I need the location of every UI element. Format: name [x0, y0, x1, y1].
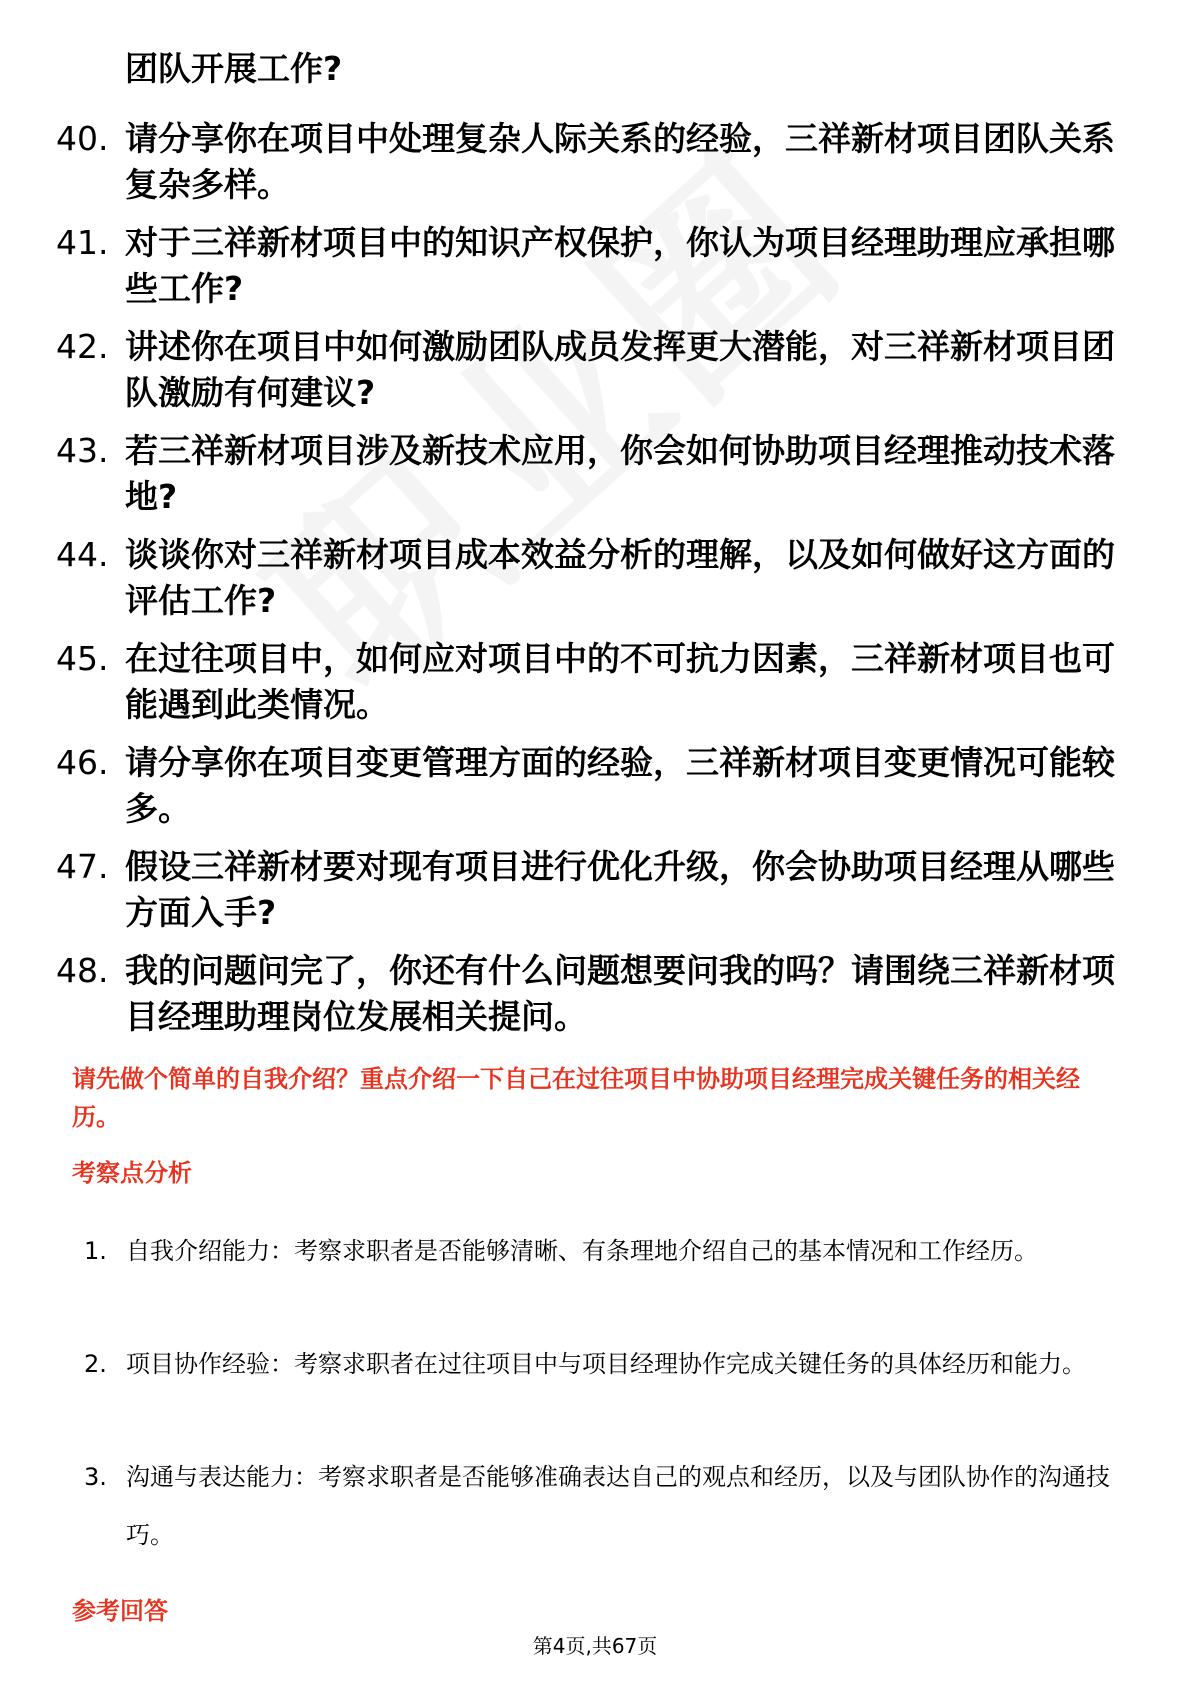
- analysis-number: 1.: [84, 1237, 107, 1265]
- question-number: 45.: [56, 639, 109, 678]
- question-number: 41.: [56, 223, 109, 262]
- question-item: [56, 428, 1116, 532]
- question-list: [56, 116, 1116, 1052]
- question-item: [56, 636, 1116, 740]
- analysis-number: 3.: [84, 1463, 107, 1491]
- analysis-heading: 考察点分析: [72, 1159, 192, 1187]
- question-continuation: 团队开展工作?: [125, 49, 343, 88]
- analysis-item: [84, 1335, 1120, 1448]
- question-text: 在过往项目中，如何应对项目中的不可抗力因素，三祥新材项目也可能遇到此类情况。: [125, 639, 1115, 724]
- question-number: 42.: [56, 327, 109, 366]
- question-text: 假设三祥新材要对现有项目进行优化升级，你会协助项目经理从哪些方面入手?: [125, 847, 1115, 932]
- reference-heading: 参考回答: [72, 1597, 168, 1625]
- analysis-item: [84, 1448, 1120, 1561]
- analysis-item: [84, 1222, 1120, 1335]
- question-number: 44.: [56, 535, 109, 574]
- question-number: 48.: [56, 951, 109, 990]
- question-item: [56, 844, 1116, 948]
- question-number: 46.: [56, 743, 109, 782]
- question-number: 43.: [56, 431, 109, 470]
- question-number: 47.: [56, 847, 109, 886]
- question-number: 40.: [56, 119, 109, 158]
- question-item: [56, 220, 1116, 324]
- question-text: 若三祥新材项目涉及新技术应用，你会如何协助项目经理推动技术落地?: [125, 431, 1115, 516]
- question-text: 讲述你在项目中如何激励团队成员发挥更大潜能，对三祥新材项目团队激励有何建议?: [125, 327, 1115, 412]
- question-item: [56, 324, 1116, 428]
- analysis-text: 沟通与表达能力：考察求职者是否能够准确表达自己的观点和经历，以及与团队协作的沟通技巧。: [126, 1463, 1110, 1549]
- analysis-number: 2.: [84, 1350, 107, 1378]
- question-text: 请分享你在项目中处理复杂人际关系的经验，三祥新材项目团队关系复杂多样。: [125, 119, 1115, 204]
- question-item: [56, 116, 1116, 220]
- analysis-text: 自我介绍能力：考察求职者是否能够清晰、有条理地介绍自己的基本情况和工作经历。: [126, 1237, 1038, 1265]
- analysis-list: [84, 1222, 1120, 1561]
- question-text: 谈谈你对三祥新材项目成本效益分析的理解，以及如何做好这方面的评估工作?: [125, 535, 1115, 620]
- section-title: 请先做个简单的自我介绍？重点介绍一下自己在过往项目中协助项目经理完成关键任务的相关经历。: [72, 1065, 1080, 1131]
- question-text: 请分享你在项目变更管理方面的经验，三祥新材项目变更情况可能较多。: [125, 743, 1115, 828]
- question-item: [56, 532, 1116, 636]
- question-item: [56, 740, 1116, 844]
- question-text: 对于三祥新材项目中的知识产权保护，你认为项目经理助理应承担哪些工作?: [125, 223, 1115, 308]
- page-number: 第4页,共67页: [532, 1634, 658, 1658]
- question-item: [56, 948, 1116, 1052]
- question-text: 我的问题问完了，你还有什么问题想要问我的吗？请围绕三祥新材项目经理助理岗位发展相关提问。: [125, 951, 1115, 1036]
- analysis-text: 项目协作经验：考察求职者在过往项目中与项目经理协作完成关键任务的具体经历和能力。: [126, 1350, 1086, 1378]
